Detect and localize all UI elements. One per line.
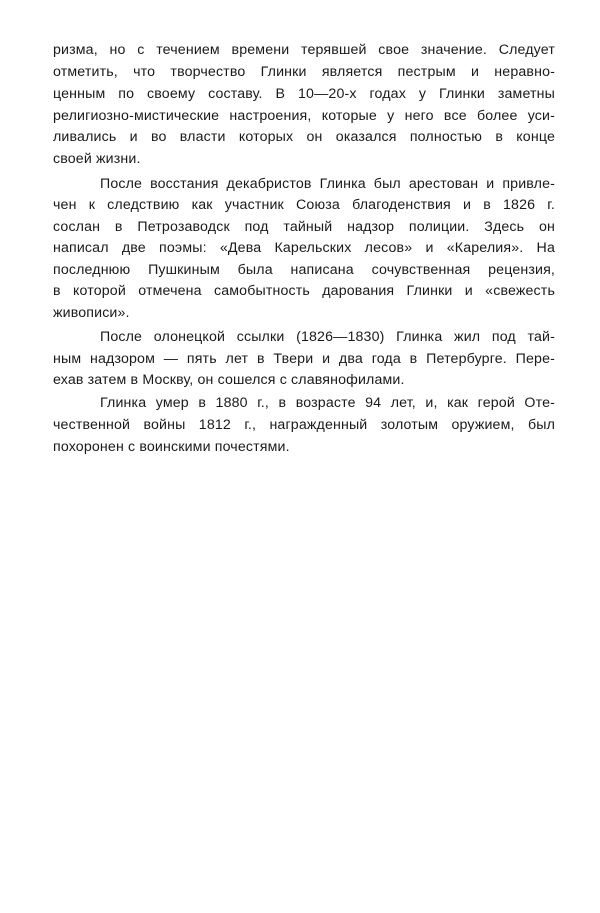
text-line: в которой отмечена самобытность дарования Глинки и «свежесть: [53, 283, 555, 299]
text-line: последнюю Пушкиным была написана сочувственная рецензия,: [53, 262, 555, 278]
text-line: ценным по своему составу. В 10—20-х годах у Глинки заметны: [53, 86, 555, 102]
text-line: Глинка умер в 1880 г., в возрасте 94 лет, и, как герой Оте-: [100, 395, 555, 411]
text-line: ливались и во власти которых он оказался полностью в конце: [53, 129, 555, 145]
text-line: ным надзором — пять лет в Твери и два года в Петербурге. Пере-: [53, 351, 555, 367]
text-line: ризма, но с течением времени терявшей свое значение. Следует: [53, 42, 555, 58]
text-line: После восстания декабристов Глинка был арестован и привле-: [100, 176, 555, 192]
text-line: После олонецкой ссылки (1826—1830) Глинка жил под тай-: [100, 329, 555, 345]
text-line: религиозно-мистические настроения, которые у него все более уси-: [53, 108, 555, 124]
text-line: сослан в Петрозаводск под тайный надзор полиции. Здесь он: [53, 219, 555, 235]
text-line: написал две поэмы: «Дева Карельских лесов» и «Карелия». На: [53, 240, 555, 256]
text-line: отметить, что творчество Глинки является пестрым и неравно-: [53, 64, 555, 80]
text-line: своей жизни.: [53, 151, 141, 167]
text-line: похоронен с воинскими почестями.: [53, 439, 290, 455]
text-line: ехав затем в Москву, он сошелся с славянофилами.: [53, 372, 405, 388]
text-line: чественной войны 1812 г., награжденный золотым оружием, был: [53, 417, 555, 433]
text-line: чен к следствию как участник Союза благоденствия и в 1826 г.: [53, 197, 555, 213]
text-line: живописи».: [53, 305, 130, 321]
